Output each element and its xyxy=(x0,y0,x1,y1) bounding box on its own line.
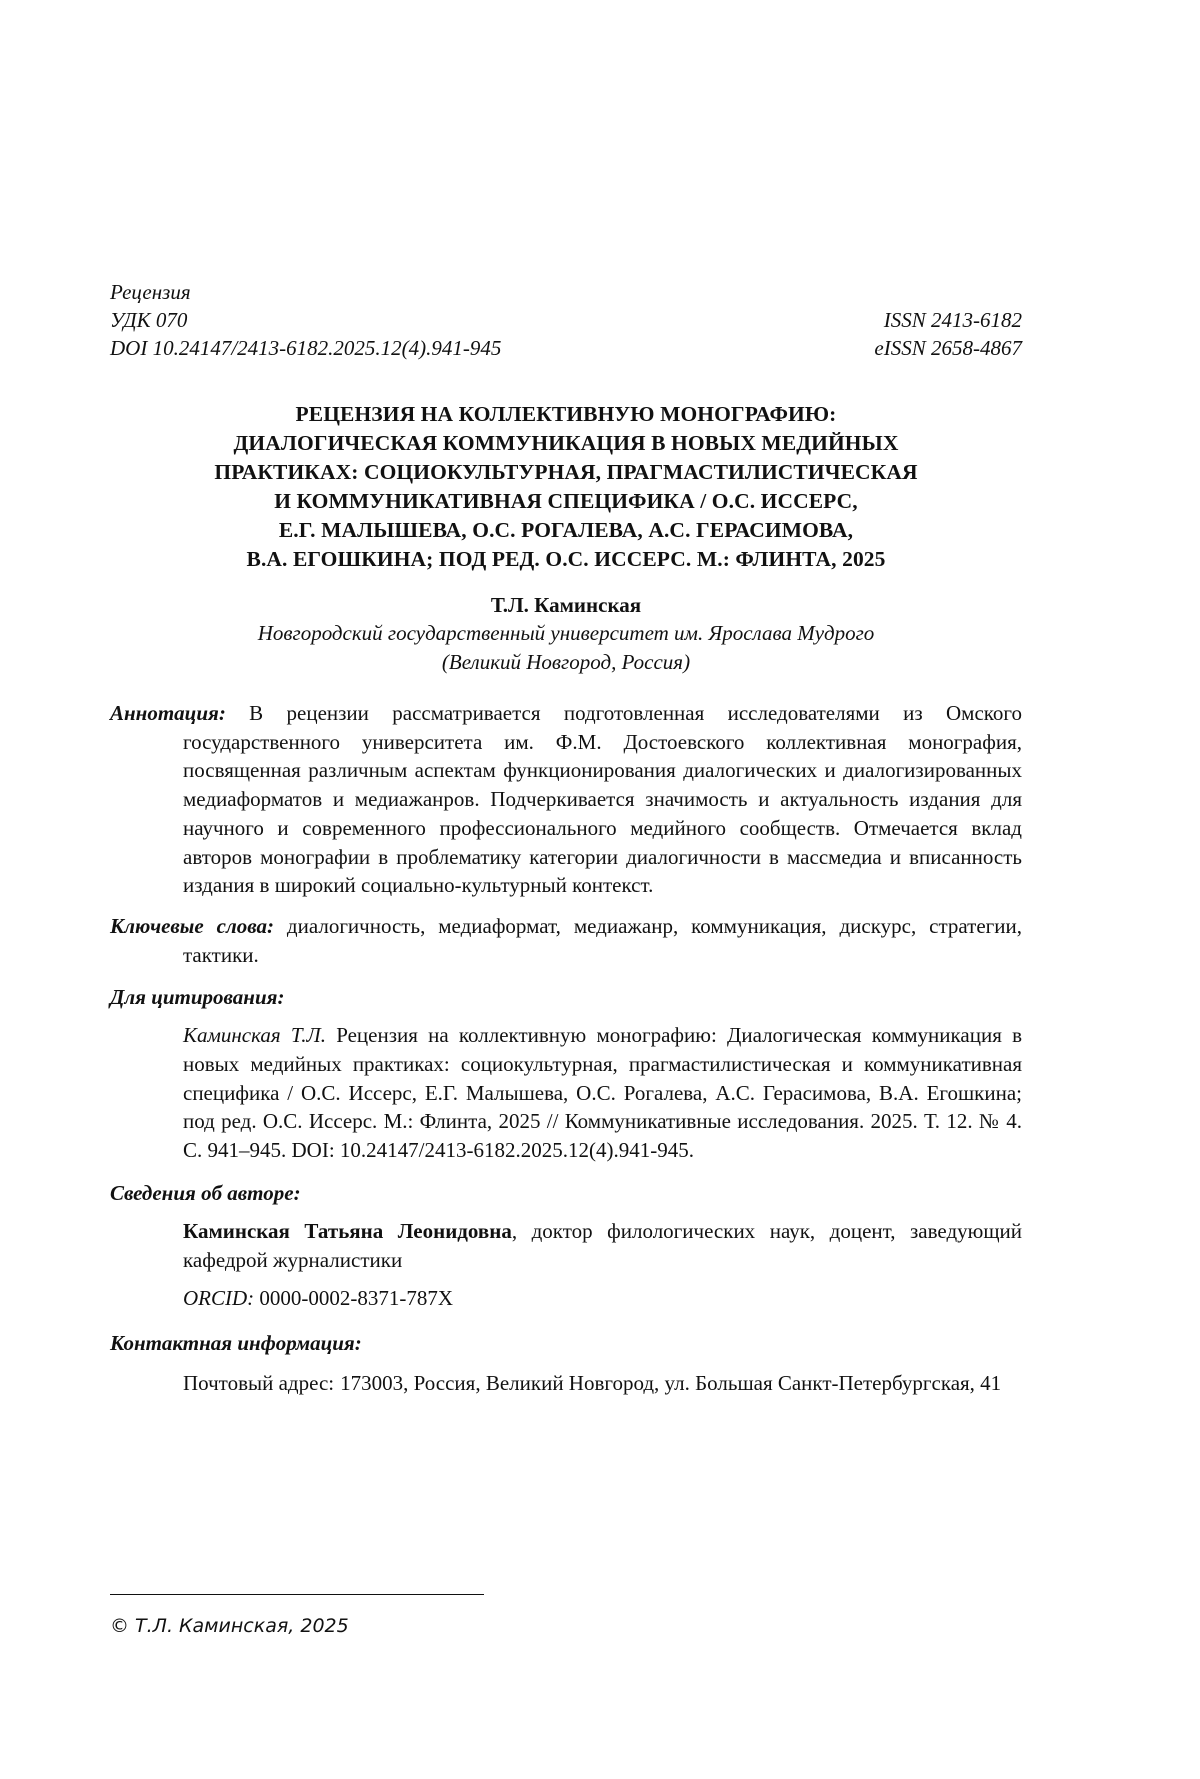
citation-heading: Для цитирования: xyxy=(110,985,285,1010)
citation-text xyxy=(110,1021,1022,1165)
article-page xyxy=(110,278,1022,1398)
issn: ISSN 2413-6182 xyxy=(883,308,1022,332)
udk-code: УДК 070 xyxy=(110,308,188,332)
orcid-value: 0000-0002-8371-787X xyxy=(259,1286,454,1311)
affiliation-line: Новгородский государственный университет им. Ярослава Мудрого xyxy=(257,621,875,645)
author-info-text xyxy=(110,1217,1022,1274)
author-affiliation xyxy=(110,619,1022,677)
header-row-doi xyxy=(110,334,1022,362)
header-row-udk xyxy=(110,306,1022,334)
header-row-type xyxy=(110,278,1022,306)
orcid-label: ORCID: xyxy=(183,1286,255,1311)
copyright-notice: © Т.Л. Каминская, 2025 xyxy=(110,1615,349,1637)
postal-address xyxy=(110,1369,1022,1398)
citation-body: Рецензия на коллективную монографию: Диалогическая коммуникация в новых медийных практиках: социокультурная, прагмастилистическая и коммуникативная специфика / О.С. Иссерс, Е.Г. Малышева, О.С. Рогалева, А.С. Герасимова, В.А. Егошкина; под ред. О.С. Иссерс. М.: Флинта, 2025 // Коммуникативные исследования. 2025. Т. 12. № 4. С. 941–945. DOI: 10.24147/2413-6182.2025.12(4).941-945. xyxy=(183,1023,1022,1163)
citation-author: Каминская Т.Л. xyxy=(183,1023,326,1048)
article-header xyxy=(110,278,1022,362)
title-line: ПРАКТИКАХ: СОЦИОКУЛЬТУРНАЯ, ПРАГМАСТИЛИСТИЧЕСКАЯ xyxy=(214,460,918,484)
keywords xyxy=(110,912,1022,969)
author-info-heading: Сведения об авторе: xyxy=(110,1180,301,1205)
title-line: И КОММУНИКАТИВНАЯ СПЕЦИФИКА / О.С. ИССЕРС, xyxy=(274,489,858,513)
eissn: eISSN 2658-4867 xyxy=(874,336,1022,360)
orcid-line xyxy=(110,1284,1022,1313)
abstract-text: В рецензии рассматривается подготовленная исследователями из Омского государственного университета им. Ф.М. Достоевского коллективная монография, посвященная различным аспектам функционирования диалогических и диалогизированных медиаформатов и медиажанров. Подчеркивается значимость и актуальность издания для научного и современного профессионального медийного сообществ. Отмечается вклад авторов монографии в проблематику категории диалогичности в массмедиа и вписанность издания в широкий социально-культурный контекст. xyxy=(183,701,1022,898)
abstract-label: Аннотация: xyxy=(110,701,226,725)
title-line: Е.Г. МАЛЫШЕВА, О.С. РОГАЛЕВА, А.С. ГЕРАСИМОВА, xyxy=(278,518,854,542)
address-value: 173003, Россия, Великий Новгород, ул. Большая Санкт-Петербургская, 41 xyxy=(340,1370,1002,1395)
doi: DOI 10.24147/2413-6182.2025.12(4).941-945 xyxy=(110,336,502,360)
contact-heading: Контактная информация: xyxy=(110,1330,362,1355)
abstract xyxy=(110,699,1022,900)
author-full-name: Каминская Татьяна Леонидовна xyxy=(183,1218,512,1243)
address-label: Почтовый адрес: xyxy=(183,1370,335,1395)
article-type: Рецензия xyxy=(110,280,191,304)
keywords-label: Ключевые слова: xyxy=(110,913,274,938)
affiliation-line: (Великий Новгород, Россия) xyxy=(441,650,691,674)
author-position: , доктор филологических наук, доцент, заведующий кафедрой журналистики xyxy=(183,1218,1022,1272)
keywords-text: диалогичность, медиаформат, медиажанр, коммуникация, дискурс, стратегии, тактики. xyxy=(183,913,1022,967)
footnote-divider xyxy=(110,1594,484,1595)
title-line: РЕЦЕНЗИЯ НА КОЛЛЕКТИВНУЮ МОНОГРАФИЮ: xyxy=(295,402,837,426)
title-line: ДИАЛОГИЧЕСКАЯ КОММУНИКАЦИЯ В НОВЫХ МЕДИЙНЫХ xyxy=(233,431,899,455)
article-title xyxy=(110,400,1022,574)
author-name: Т.Л. Каминская xyxy=(490,593,642,617)
title-line: В.А. ЕГОШКИНА; ПОД РЕД. О.С. ИССЕРС. М.: ФЛИНТА, 2025 xyxy=(246,547,886,571)
